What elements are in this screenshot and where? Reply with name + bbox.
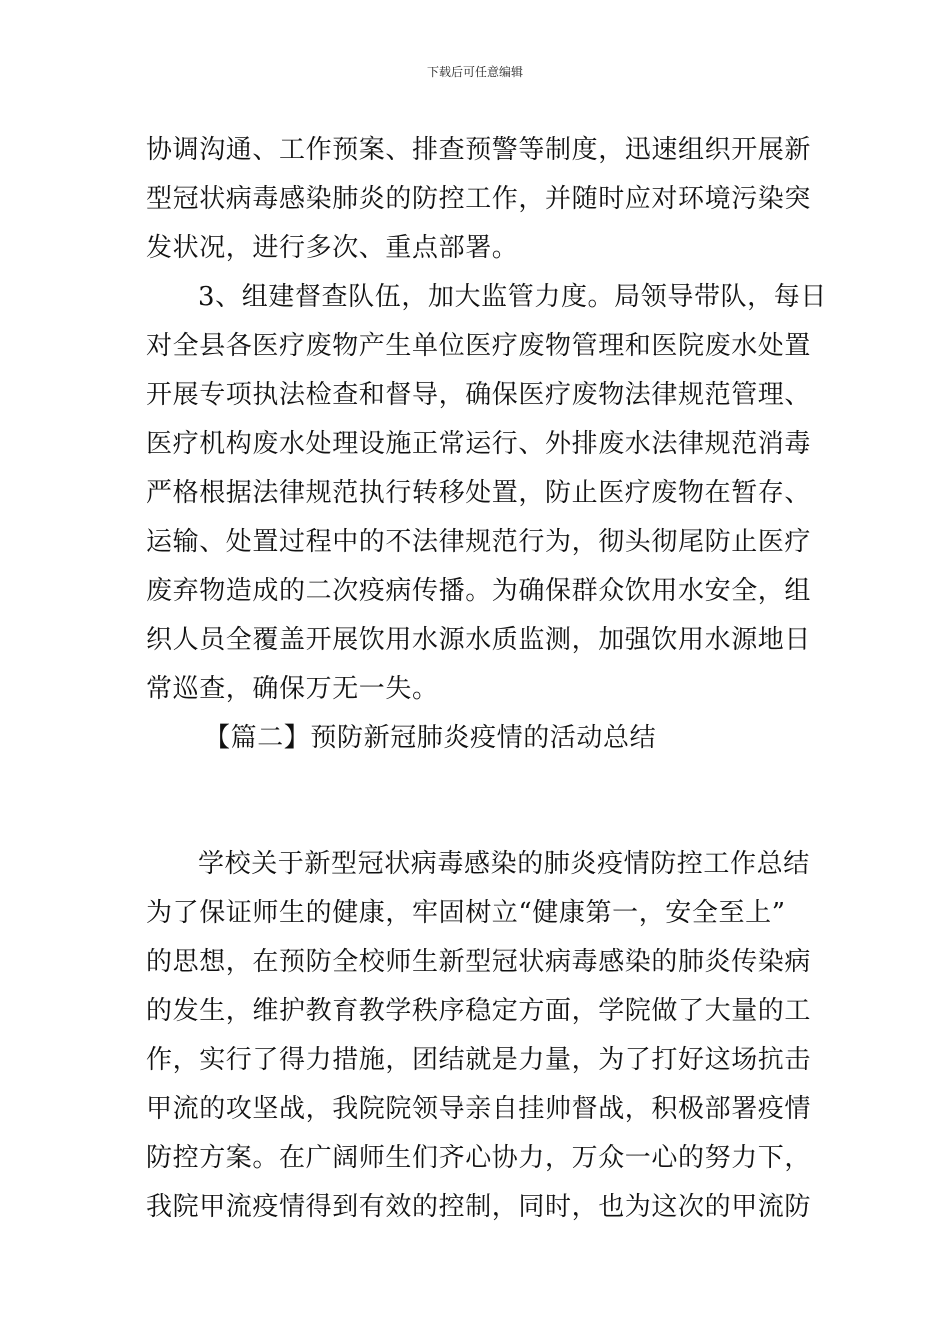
paragraph-line: 我院甲流疫情得到有效的控制，同时，也为这次的甲流防 xyxy=(146,1192,812,1222)
paragraph-3 xyxy=(146,840,816,1232)
page-header: 下载后可任意编辑 xyxy=(426,65,523,79)
paragraph-line: 织人员全覆盖开展饮用水源水质监测，加强饮用水源地日 xyxy=(146,625,812,655)
paragraph-line: 的思想，在预防全校师生新型冠状病毒感染的肺炎传染病 xyxy=(146,947,812,977)
paragraph-line: 开展专项执法检查和督导，确保医疗废物法律规范管理、 xyxy=(146,380,812,410)
paragraph-1 xyxy=(146,126,816,273)
paragraph-line: 运输、处置过程中的不法律规范行为，彻头彻尾防止医疗 xyxy=(146,527,812,557)
paragraph-line: 的发生，维护教育教学秩序稳定方面，学院做了大量的工 xyxy=(146,996,812,1026)
paragraph-line: 协调沟通、工作预案、排查预警等制度，迅速组织开展新 xyxy=(146,135,812,165)
paragraph-line: 废弃物造成的二次疫病传播。为确保群众饮用水安全，组 xyxy=(146,576,812,606)
paragraph-line: 3、组建督查队伍，加大监管力度。局领导带队，每日 xyxy=(198,282,827,312)
paragraph-line: 常巡查，确保万无一失。 xyxy=(146,674,439,704)
section-heading: 【篇二】预防新冠肺炎疫情的活动总结 xyxy=(204,723,657,753)
paragraph-2 xyxy=(146,273,827,714)
paragraph-line: 甲流的攻坚战，我院院领导亲自挂帅督战，积极部署疫情 xyxy=(146,1094,812,1124)
paragraph-line: 严格根据法律规范执行转移处置，防止医疗废物在暂存、 xyxy=(146,478,812,508)
paragraph-line: 为了保证师生的健康，牢固树立“健康第一，安全至上” xyxy=(146,898,786,928)
paragraph-line: 型冠状病毒感染肺炎的防控工作，并随时应对环境污染突 xyxy=(146,184,812,214)
paragraph-line: 对全县各医疗废物产生单位医疗废物管理和医院废水处置 xyxy=(146,331,812,361)
paragraph-line: 发状况，进行多次、重点部署。 xyxy=(146,233,519,263)
paragraph-line: 防控方案。在广阔师生们齐心协力，万众一心的努力下， xyxy=(146,1143,812,1173)
section-spacer xyxy=(146,763,816,840)
paragraph-line: 学校关于新型冠状病毒感染的肺炎疫情防控工作总结 xyxy=(198,849,810,879)
paragraph-line: 作，实行了得力措施，团结就是力量，为了打好这场抗击 xyxy=(146,1045,812,1075)
document-body xyxy=(146,126,827,1232)
paragraph-line: 医疗机构废水处理设施正常运行、外排废水法律规范消毒 xyxy=(146,429,812,459)
